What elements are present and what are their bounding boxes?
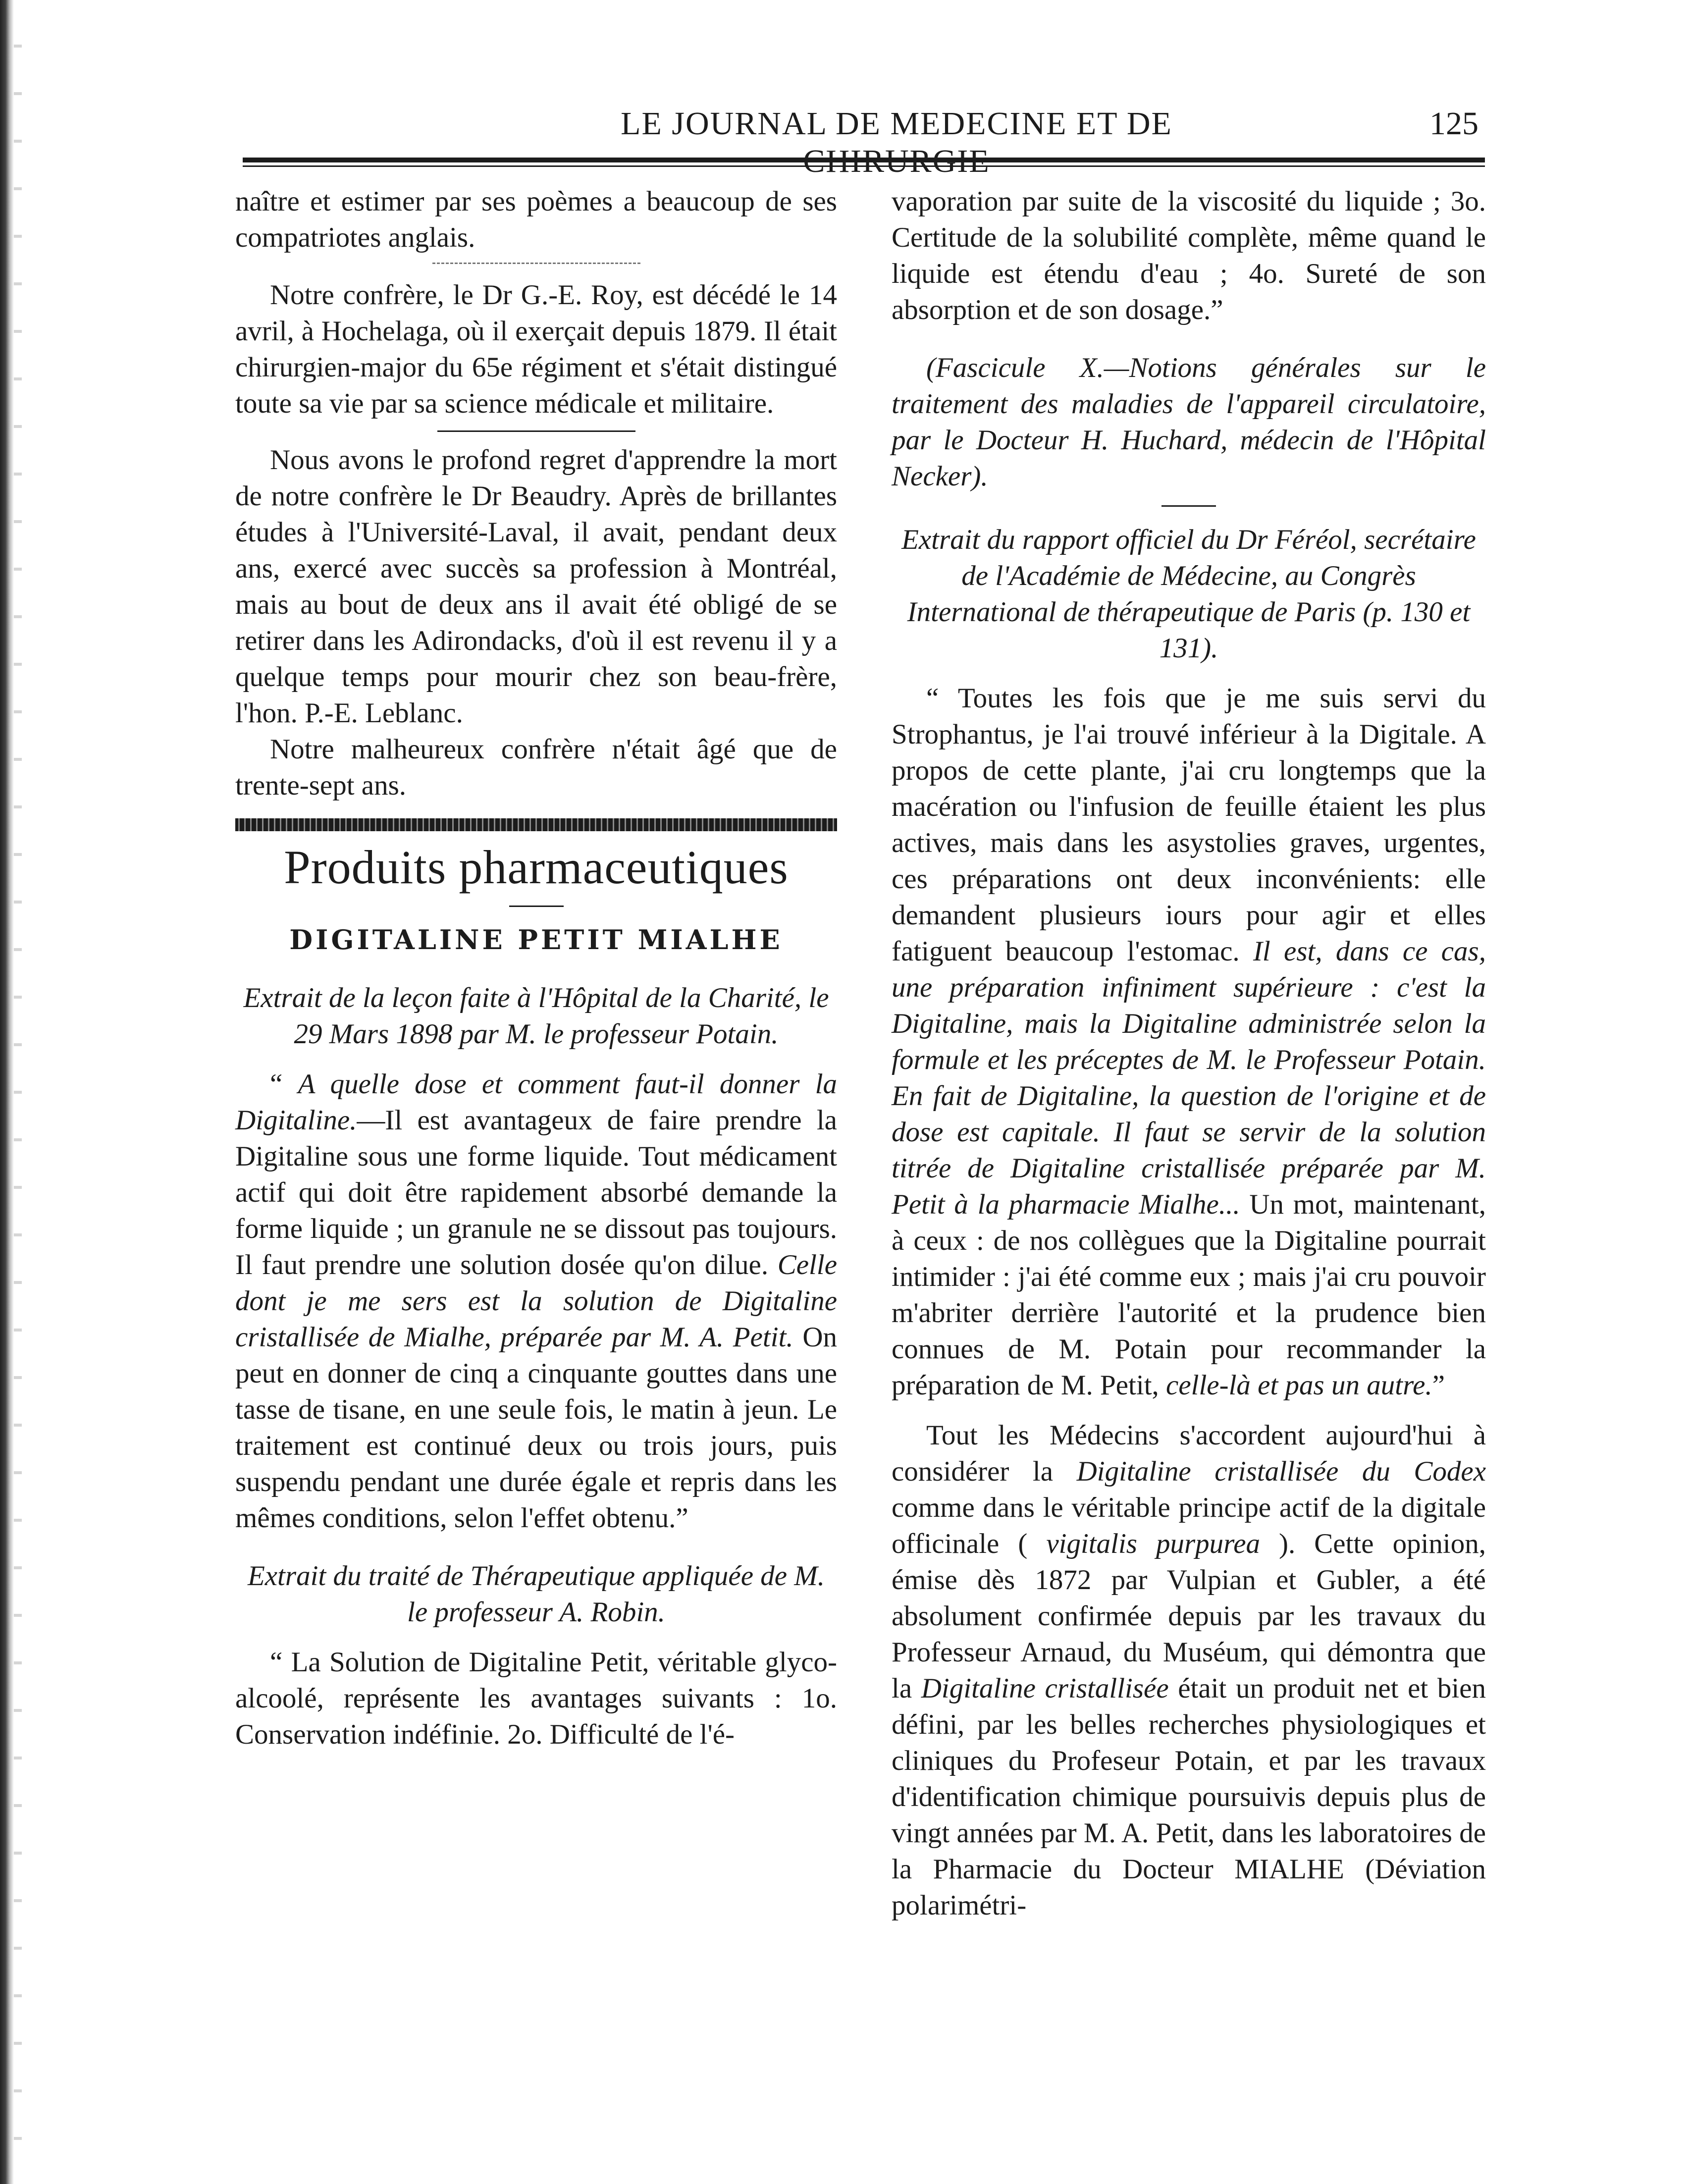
quote-italic: A quelle dose et comment faut-il donner la Digitaline. bbox=[235, 1068, 837, 1136]
text: ). Cette opinion, émise dès 1872 par Vulpian et Gubler, a été absolument confirmée depuis par les travaux du Professeur Arnaud, du Muséum, qui démontra que la bbox=[892, 1528, 1486, 1704]
fascicule-note: (Fascicule X.—Notions générales sur le traitement des maladies de l'appareil circulatoire, par le Docteur H. Huchard, médecin de l'Hôpital Necker). bbox=[892, 352, 1486, 492]
separator bbox=[432, 263, 640, 264]
text: était un produit net et bien défini, par les belles recherches physiologiques et cliniques du Profeseur Potain, et par les travaux d'identification chimique poursuivis depuis plus de vingt années par M. A. Petit, dans les laboratoires de la Pharmacie du Docteur MIALHE (Déviation polarimétri- bbox=[892, 1673, 1486, 1921]
quote-end: ” bbox=[1432, 1370, 1445, 1401]
paragraph: Nous avons le profond regret d'apprendre la mort de notre confrère le Dr Beaudry. Après de brillantes études à l'Université-Laval, il avait, pendant deux ans, exercé avec succès sa profession à Montréal, mais au bout de deux ans il avait été obligé de se retirer dans les Adirondacks, d'où il est revenu il y a quelque temps pour mourir chez son beau-frère, l'hon. P.-E. Leblanc. bbox=[235, 444, 837, 729]
italic-text: Digitaline cristallisée du Codex bbox=[1076, 1456, 1486, 1487]
running-head: LE JOURNAL DE MEDECINE ET DE bbox=[621, 106, 1172, 142]
binding-texture bbox=[14, 0, 22, 2184]
quote-text: “ Toutes les fois que je me suis servi du Strophantus, je l'ai trouvé inférieur à la Digitale. A propos de cette plante, j'ai cru longtemps que la macération ou l'infusion de feuille étaient les plus actives, mais dans les asystolies graves, urgentes, ces préparations ont deux inconvénients: elle demandent plusieurs iours pour agir et elles fatiguent beaucoup l'estomac. bbox=[892, 683, 1486, 967]
extract-heading: Extrait du traité de Thérapeutique appliquée de M. le professeur A. Robin. bbox=[247, 1560, 825, 1628]
italic-text: Digitaline cristallisée bbox=[921, 1673, 1169, 1704]
right-column bbox=[892, 183, 1486, 1923]
quote-text: Un mot, maintenant, à ceux : de nos collègues que la Digitaline pourrait intimider : j'ai été comme eux ; mais j'ai cru pouvoir m'abriter derrière l'autorité et la prudence bien connues de M. Potain pour recommander la préparation de M. Petit, bbox=[892, 1189, 1486, 1401]
text: Tout les Médecins s'accordent aujourd'hui à considérer la bbox=[892, 1420, 1486, 1487]
quote-body: —Il est avantageux de faire prendre la Digitaline sous une forme liquide. Tout médicament actif qui doit être rapidement absorbé demande la forme liquide ; un granule ne se dissout pas toujours. Il faut prendre une solution dosée qu'on dilue. bbox=[235, 1105, 837, 1280]
text: comme dans le véritable principe actif de la digitale officinale ( bbox=[892, 1492, 1486, 1559]
quote-italic: celle-là et pas un autre. bbox=[1166, 1370, 1432, 1401]
quote-open: “ bbox=[270, 1068, 298, 1100]
header-rule-thin bbox=[243, 165, 1485, 167]
quote-italic: Celle dont je me sers est la solution de Digitaline cristallisée de Mialhe, préparée par M. A. Petit. bbox=[235, 1249, 837, 1353]
quote-end: On peut en donner de cinq a cinquante gouttes dans une tasse de tisane, en une seule fois, le matin à jeun. Le traitement est continué deux ou trois jours, puis suspendu pendant une durée égale et repris dans les mêmes conditions, selon l'effet obtenu.” bbox=[235, 1322, 837, 1534]
extract-heading: Extrait de la leçon faite à l'Hôpital de la Charité, le 29 Mars 1898 par M. le professeur Potain. bbox=[243, 982, 829, 1050]
quote-italic: Il est, dans ce cas, une préparation infiniment supérieure : c'est la Digitaline, mais la Digitaline administrée selon la formule et les préceptes de M. le Professeur Potain. En fait de Digitaline, la question de l'origine et de dose est capitale. Il faut se servir de la solution titrée de Digitaline cristallisée préparée par M. Petit à la pharmacie Mialhe... bbox=[892, 936, 1486, 1220]
paragraph: Notre malheureux confrère n'était âgé que de trente-sept ans. bbox=[235, 734, 837, 801]
italic-text: vigitalis purpurea bbox=[1046, 1528, 1261, 1559]
extract-heading: Extrait du rapport officiel du Dr Féréol, secrétaire de l'Académie de Médecine, au Congrès International de thérapeutique de Paris (p. 130 et 131). bbox=[901, 524, 1476, 664]
header-rule bbox=[243, 158, 1485, 162]
product-title: DIGITALINE PETIT MIALHE bbox=[289, 924, 783, 956]
quote-paragraph bbox=[235, 1066, 837, 1536]
ornament-rule bbox=[235, 818, 837, 831]
paragraph: vaporation par suite de la viscosité du liquide ; 3o. Certitude de la solubilité complète, même quand le liquide est étendu d'eau ; 4o. Sureté de son absorption et de son dosage.” bbox=[892, 186, 1486, 325]
paragraph bbox=[892, 1417, 1486, 1923]
separator bbox=[437, 430, 635, 432]
binding-edge bbox=[0, 0, 14, 2184]
section-title: Produits pharmaceutiques bbox=[284, 841, 789, 894]
page-number: 125 bbox=[1429, 106, 1478, 142]
separator bbox=[509, 906, 564, 907]
separator bbox=[1161, 505, 1216, 507]
left-column bbox=[235, 183, 837, 1753]
quote-paragraph bbox=[892, 680, 1486, 1403]
paragraph: Notre confrère, le Dr G.-E. Roy, est décédé le 14 avril, à Hochelaga, où il exerçait depuis 1879. Il était chirurgien-major du 65e régiment et s'était distingué toute sa vie par sa science médicale et militaire. bbox=[235, 279, 837, 419]
paragraph: naître et estimer par ses poèmes a beaucoup de ses compatriotes anglais. bbox=[235, 186, 837, 253]
quote-paragraph: “ La Solution de Digitaline Petit, véritable glyco-alcoolé, représente les avantages suivants : 1o. Conservation indéfinie. 2o. Difficulté de l'é- bbox=[235, 1647, 837, 1750]
